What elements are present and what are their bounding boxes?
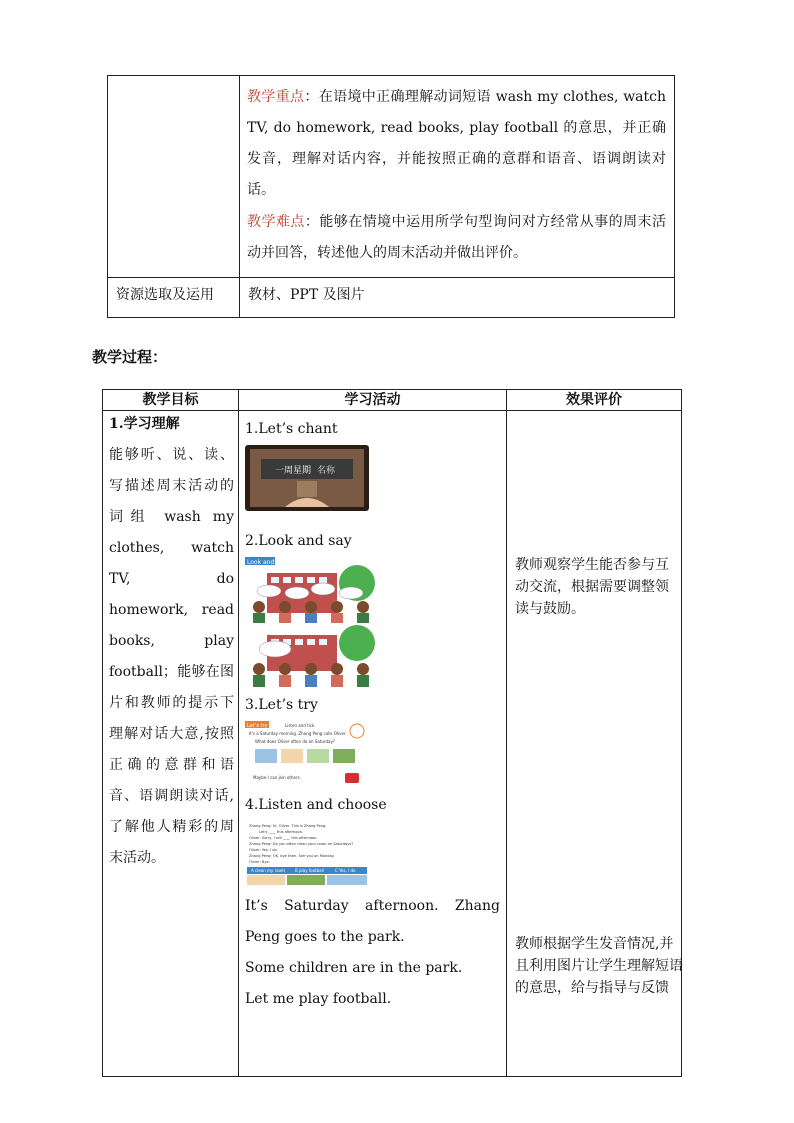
key-point-text: ：在语境中正确理解动词短语 wash my clothes, watch TV, do homework, read books, play football 的意思，并正确发音，理解对话内容，并能按照正确的意群和语音、语调朗读对话。	[247, 89, 667, 198]
dialog-line-1: Zhang Peng: Hi, Oliver. This is Zhang Peng.	[249, 824, 327, 828]
choice-option-a: A clean my room	[251, 868, 285, 873]
header-goal: 教学目标	[103, 390, 239, 411]
key-point-paragraph	[247, 82, 666, 206]
dialog-line-4: Zhang Peng: Do you often clean your room on Saturdays?	[249, 842, 354, 846]
lets-try-line-1: Listen and tick.	[285, 723, 316, 728]
choice-option-c: C Yes, I do	[335, 868, 356, 873]
evaluation-text-2: 教师根据学生发音情况,并且利用图片让学生理解短语的意思，给与指导与反馈	[515, 936, 683, 996]
lets-try-line-2: It's a Saturday morning. Zhang Peng calls Oliver.	[249, 731, 347, 736]
key-point-label: 教学重点	[247, 89, 305, 105]
activity-cell	[239, 411, 507, 1077]
lets-try-line-4: Maybe I can join others.	[253, 775, 301, 780]
header-evaluation: 效果评价	[507, 390, 682, 411]
activity-try: 3.Let’s try	[245, 697, 318, 713]
goal-heading: 1.学习理解	[109, 416, 180, 432]
dialog-line-3: Oliver: Sorry, I will ____ this afternoon.	[249, 836, 318, 840]
difficult-point-text: ：能够在情境中运用所学句型询问对方经常从事的周末活动并回答，转述他人的周末活动并做出评价。	[247, 214, 667, 261]
section-title: 教学过程：	[92, 348, 168, 366]
dialog-line-6: Zhang Peng: OK, bye then. See you on Monday.	[249, 854, 335, 858]
objectives-cell	[240, 76, 675, 278]
story-line-2: Some children are in the park.	[245, 960, 463, 976]
resources-value: 教材、PPT 及图片	[240, 278, 675, 318]
lets-try-tag: Let’s try	[247, 723, 268, 729]
choice-option-b: B play football	[295, 868, 324, 873]
evaluation-cell	[507, 411, 682, 1077]
chant-image-text-2: 名称	[317, 466, 336, 476]
activity-look-say: 2.Look and say	[245, 533, 352, 549]
story-line-3: Let me play football.	[245, 991, 392, 1007]
activity-listen-choose: 4.Listen and choose	[245, 797, 387, 813]
objectives-empty-cell	[108, 76, 240, 278]
goal-cell	[103, 411, 239, 1077]
header-activity: 学习活动	[239, 390, 507, 411]
objectives-table	[107, 75, 675, 318]
difficult-point-paragraph	[247, 207, 666, 269]
dialog-line-7: Oliver: Bye.	[249, 860, 270, 864]
activity-chant: 1.Let’s chant	[245, 421, 338, 437]
dialog-line-5: Oliver: Yes, I do.	[249, 848, 278, 852]
look-and-say-image	[245, 557, 379, 691]
listen-choose-image	[245, 821, 369, 887]
resources-label: 资源选取及运用	[108, 278, 240, 318]
lets-try-image	[245, 721, 369, 791]
lets-try-line-3: What does Oliver often do on Saturday?	[255, 739, 335, 744]
chant-image	[245, 445, 369, 511]
story-line-1: It’s Saturday afternoon. Zhang Peng goes to the park.	[245, 898, 500, 945]
chant-image-text-1: 一周星期	[275, 466, 312, 476]
look-and-say-tag: Look and say	[247, 559, 287, 566]
evaluation-text-1: 教师观察学生能否参与互动交流，根据需要调整领读与鼓励。	[515, 557, 669, 617]
process-table	[102, 389, 682, 1077]
difficult-point-label: 教学难点	[247, 214, 305, 230]
dialog-line-2: Let's ____ this afternoon.	[259, 830, 304, 834]
story-text	[245, 891, 500, 1015]
goal-body: 能够听、说、读、写描述周末活动的词组 wash my clothes, watch TV, do homework, read books, play football；能够在图片和教师的提示下理解对话大意,按照正确的意群和语音、语调朗读对话,了解他人精彩的周末活动。	[109, 447, 234, 866]
